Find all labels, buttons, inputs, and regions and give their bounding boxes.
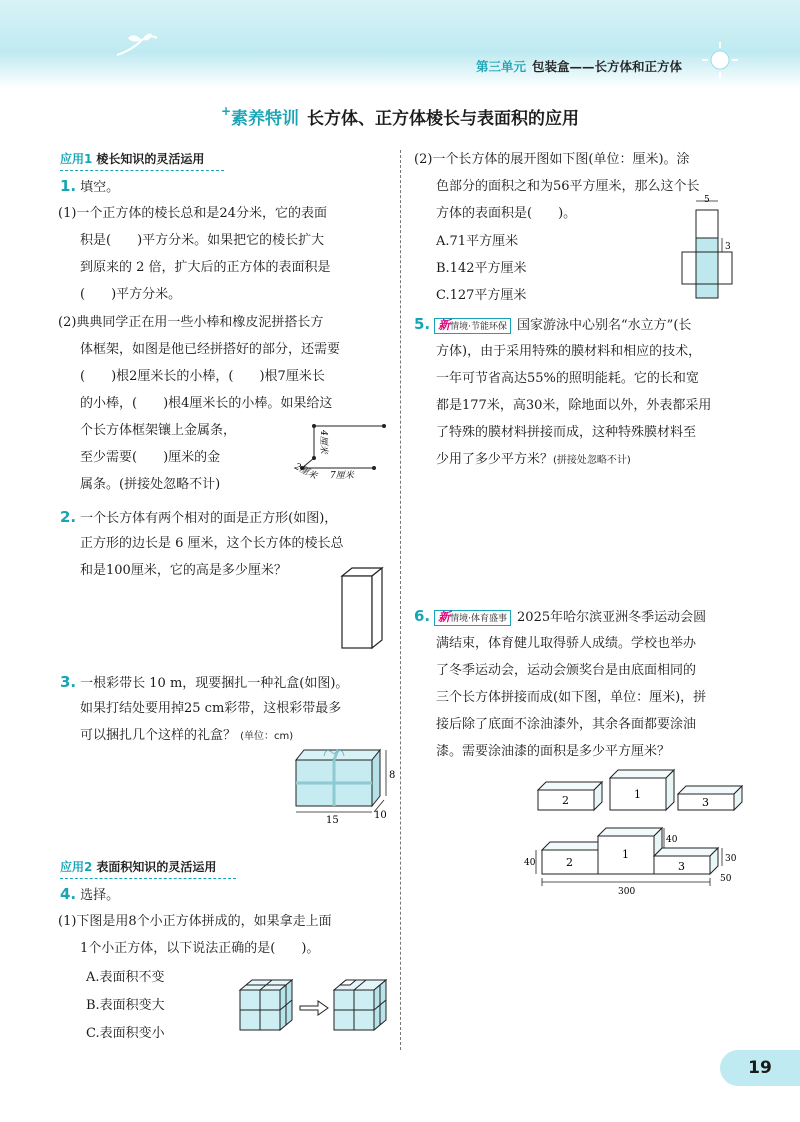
- q4-option: A.表面积不变: [86, 970, 165, 985]
- q4-option: B.表面积变大: [86, 998, 165, 1013]
- frame-label-4: 4厘米: [318, 430, 328, 454]
- gift-label-a: 8: [389, 770, 396, 781]
- q1-p2-line: 的小棒，( )根4厘米长的小棒。如果给这: [80, 396, 333, 411]
- q2-line: 正方形的边长是 6 厘米，这个长方体的棱长总: [80, 536, 344, 551]
- frame-label-2: 2厘米: [292, 461, 319, 482]
- q1-lead: 1. 填空。: [60, 177, 120, 195]
- frame-label-7: 7厘米: [330, 471, 354, 481]
- q4-lead: 4. 选择。: [60, 885, 120, 903]
- q6-line: 满结束，体育健儿取得骄人成绩。学校也举办: [436, 636, 697, 651]
- net-label-h: 3: [725, 242, 731, 252]
- right-column: [414, 146, 754, 1046]
- section-app1: 应用1 棱长知识的灵活运用: [60, 146, 224, 174]
- q4-option: C.表面积变小: [86, 1026, 165, 1041]
- podium-dim-40b: 40: [666, 835, 678, 845]
- q3-line: 3. 一根彩带长 10 m，现要捆扎一种礼盒(如图)。: [60, 673, 349, 691]
- q6-line: 漆。需要涂油漆的面积是多少平方厘米？: [436, 744, 671, 759]
- page-number: 19: [720, 1050, 800, 1086]
- q5-line: 5. 新情境·节能环保 国家游泳中心别名“水立方”(长: [414, 315, 692, 333]
- podium-label-2a: 2: [562, 794, 569, 807]
- podium-dim-300: 300: [618, 887, 636, 897]
- gift-box-figure: [294, 746, 414, 826]
- page-title: +素养特训 长方体、正方体棱长与表面积的应用: [220, 104, 580, 129]
- q6-line: 6. 新情境·体育盛事 2025年哈尔滨亚洲冬季运动会圆: [414, 607, 707, 625]
- q2-line: 2. 一个长方体有两个相对的面是正方形(如图)，: [60, 508, 338, 526]
- q1-p2-line: 属条。(拼接处忽略不计): [80, 477, 221, 492]
- podium-label-1a: 1: [634, 788, 641, 801]
- podium-label-2b: 2: [566, 856, 573, 869]
- q2-line: 和是100厘米，它的高是多少厘米？: [80, 563, 287, 578]
- q4b-option: C.127平方厘米: [436, 288, 527, 303]
- net-label-w: 5: [704, 195, 710, 205]
- q4b-line: 色部分的面积之和为56平方厘米，那么这个长: [436, 179, 700, 194]
- q5-line: 少用了多少平方米？(拼接处忽略不计): [436, 452, 631, 467]
- q4b-line: 方体的表面积是( )。: [436, 206, 577, 221]
- podium-dim-50: 50: [720, 874, 732, 884]
- q1-p1-line: 到原来的 2 倍，扩大后的正方体的表面积是: [80, 260, 331, 275]
- q1-p2-line: 体框架，如图是他已经拼搭好的部分，还需要: [80, 342, 341, 357]
- podium-dim-40a: 40: [524, 858, 536, 868]
- section-app2: 应用2 表面积知识的灵活运用: [60, 854, 236, 882]
- sun-icon: [700, 40, 740, 80]
- q4-line: (1)下图是用8个小正方体拼成的，如果拿走上面: [58, 914, 332, 929]
- q3-line: 可以捆扎几个这样的礼盒？ (单位：cm): [80, 728, 294, 743]
- q1-p1-line: 积是( )平方分米。如果把它的棱长扩大: [80, 233, 325, 248]
- q1-p2-line: 至少需要( )厘米的金: [80, 450, 221, 465]
- gift-label-b: 15: [326, 815, 339, 826]
- page-header: [0, 0, 800, 88]
- header-title: 第三单元 包装盒——长方体和正方体: [475, 59, 682, 74]
- q6-line: 了冬季运动会，运动会颁奖台是由底面相同的: [436, 663, 697, 678]
- left-column: [60, 146, 395, 1046]
- q6-line: 接后除了底面不涂油漆外，其余各面都要涂油: [436, 717, 697, 732]
- cubes-figure: [238, 976, 398, 1036]
- q5-line: 一年可节省高达55%的照明能耗。它的长和宽: [436, 371, 699, 386]
- q1-p1-line: ( )平方分米。: [80, 287, 182, 302]
- q1-p2-line: ( )根2厘米长的小棒，( )根7厘米长: [80, 369, 325, 384]
- column-divider: [400, 150, 401, 1050]
- podium-label-1b: 1: [622, 848, 629, 861]
- q4b-line: (2)一个长方体的展开图如下图(单位：厘米)。涂: [414, 152, 690, 167]
- podium-label-3a: 3: [702, 796, 709, 809]
- butterfly-icon: [112, 30, 162, 60]
- q5-line: 都是177米，高30米，除地面以外，外表都采用: [436, 398, 712, 413]
- q4-line: 1个小正方体，以下说法正确的是( )。: [80, 941, 320, 956]
- podium-dim-30: 30: [725, 854, 737, 864]
- gift-label-c: 10: [374, 810, 387, 821]
- q5-context-badge: 新情境·节能环保: [434, 318, 511, 334]
- podium-label-3b: 3: [678, 860, 685, 873]
- title-badge: +素养特训: [220, 104, 300, 129]
- q6-context-badge: 新情境·体育盛事: [434, 610, 511, 626]
- q5-line: 了特殊的膜材料拼接而成，这种特殊膜材料至: [436, 425, 697, 440]
- q1-p1-line: (1)一个正方体的棱长总和是24分米，它的表面: [58, 206, 327, 221]
- podium-figure: [524, 766, 744, 901]
- q1-p2-line: (2)典典同学正在用一些小棒和橡皮泥拼搭长方: [58, 315, 324, 330]
- q1-p2-line: 个长方体框架镶上金属条，: [80, 423, 237, 438]
- prism-figure: [340, 566, 390, 651]
- q4b-option: B.142平方厘米: [436, 261, 527, 276]
- q5-line: 方体)，由于采用特殊的膜材料和相应的技术，: [436, 344, 702, 359]
- q4b-option: A.71平方厘米: [436, 234, 519, 249]
- q6-line: 三个长方体拼接而成(如下图，单位：厘米)，拼: [436, 690, 707, 705]
- net-figure: [678, 196, 748, 306]
- frame-figure: [292, 418, 396, 482]
- q3-line: 如果打结处要用掉25 cm彩带，这根彩带最多: [80, 701, 342, 716]
